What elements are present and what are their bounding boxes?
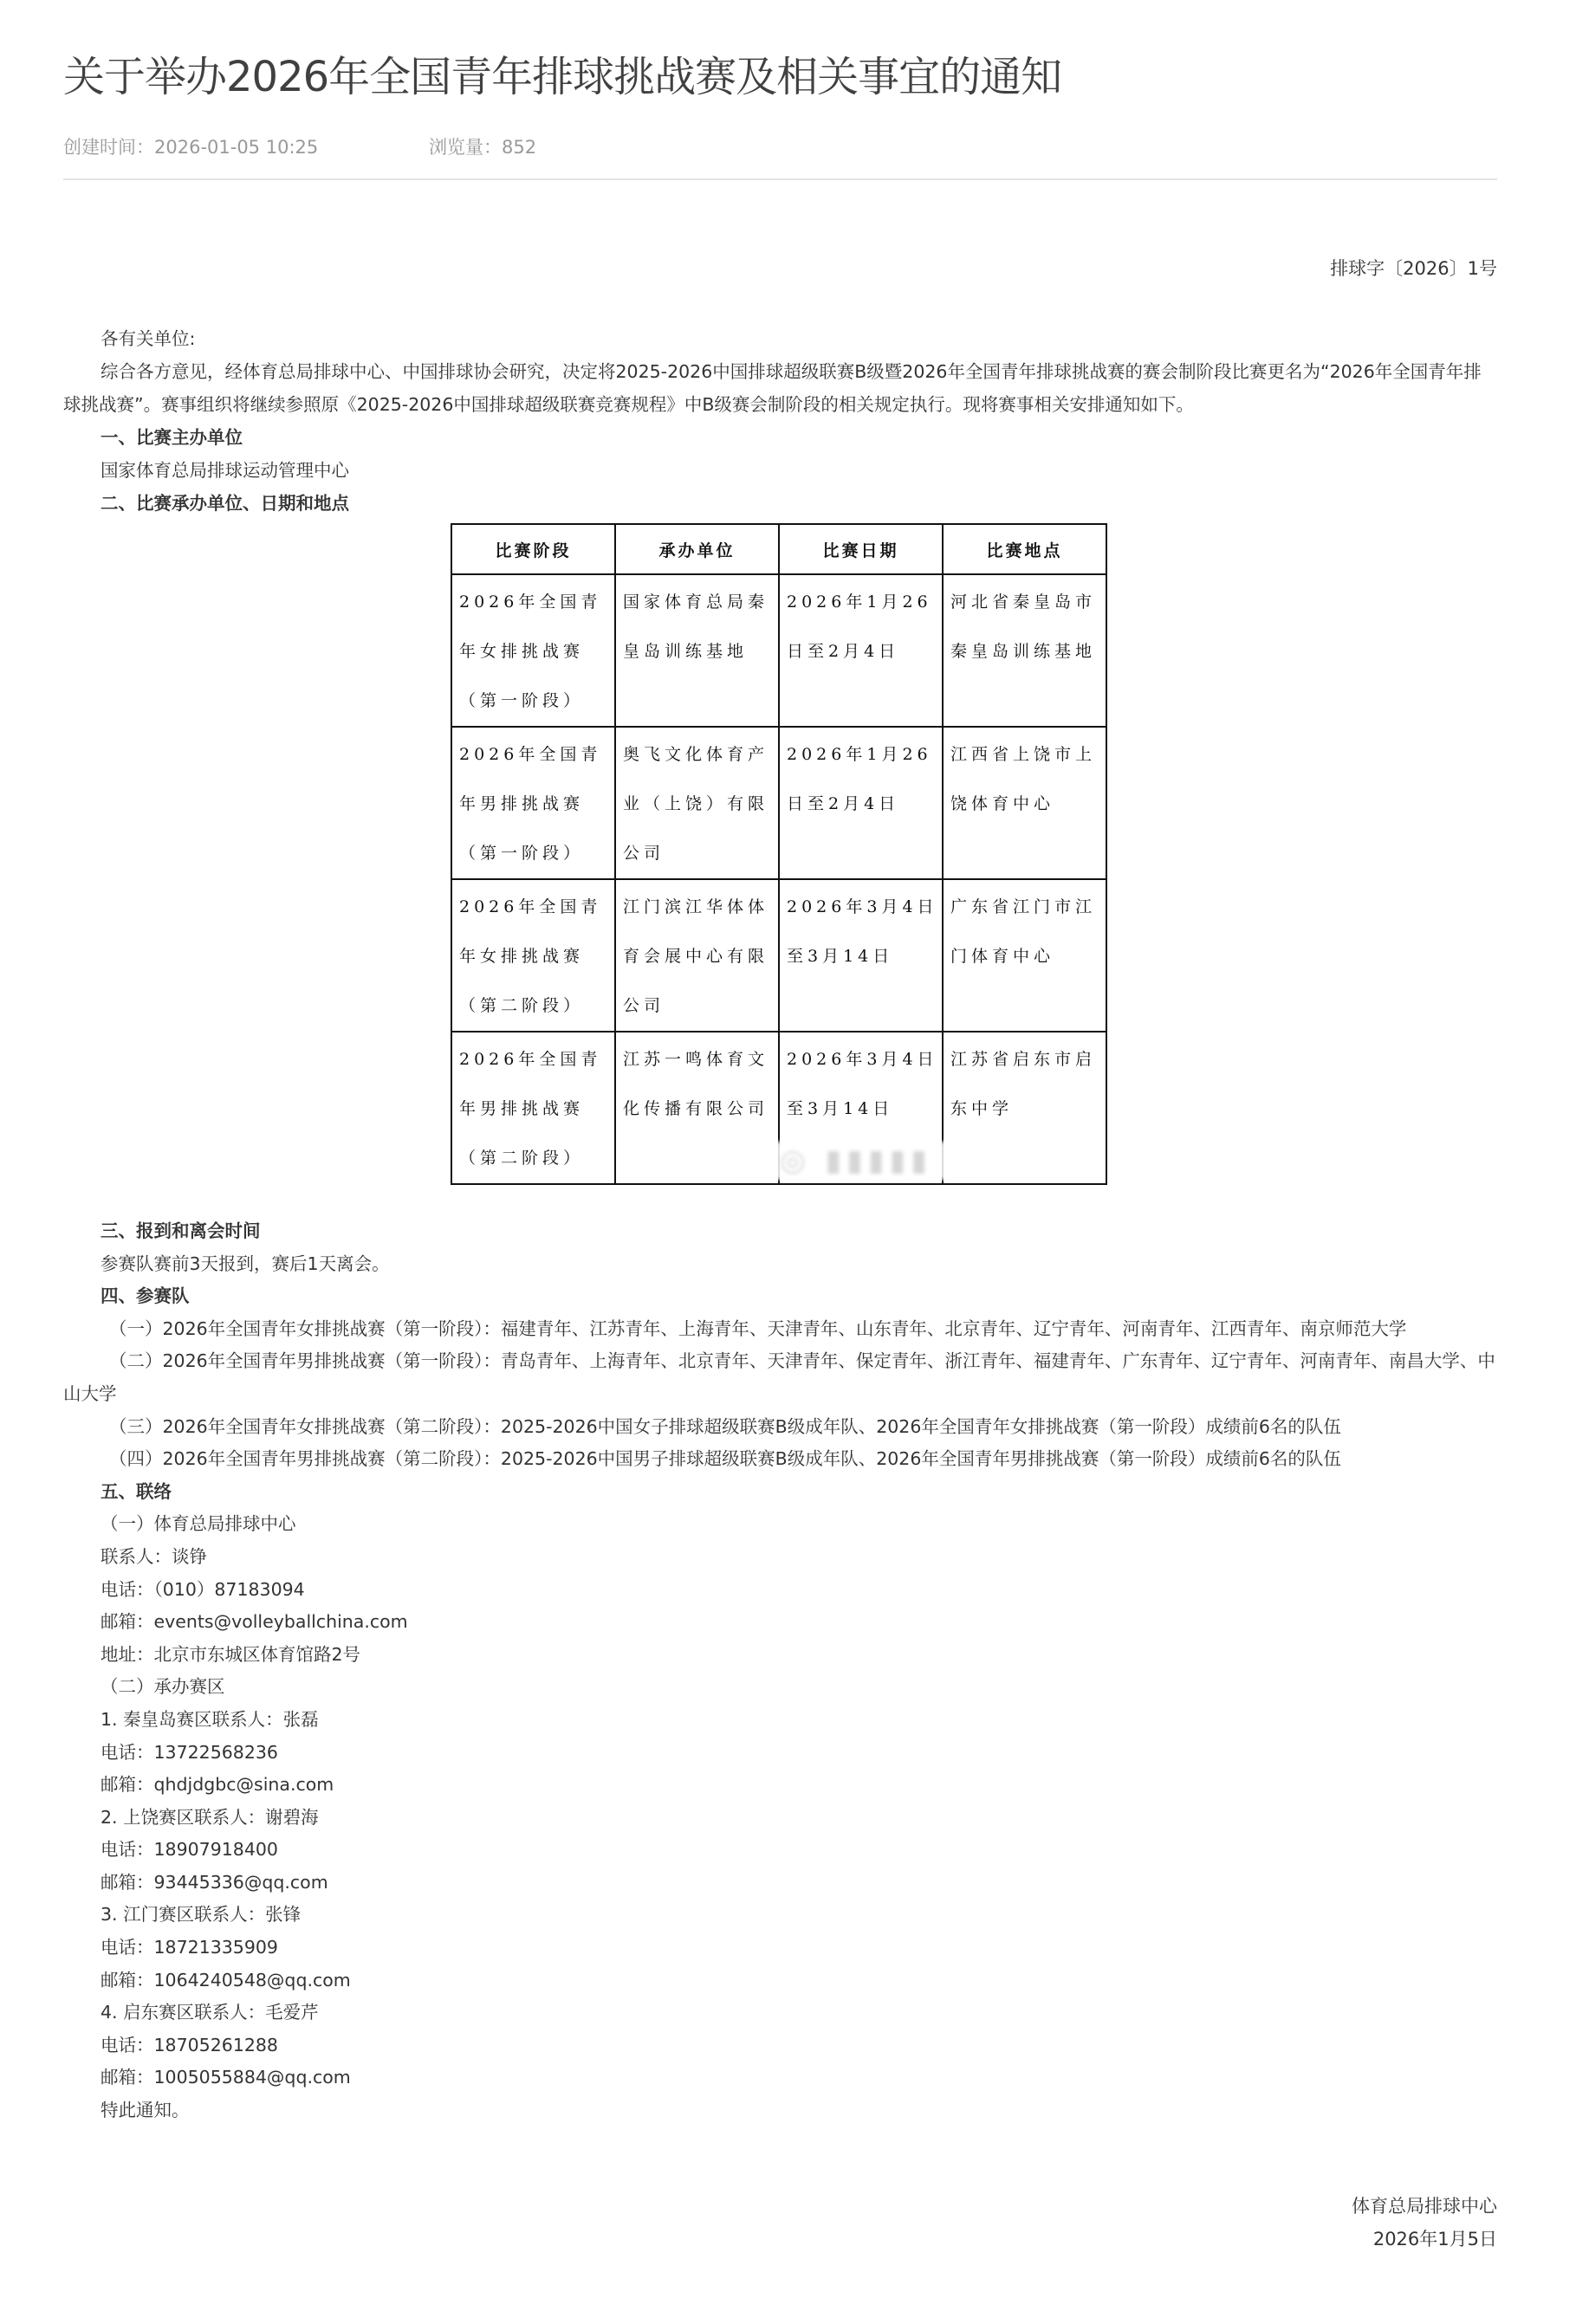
schedule-table	[451, 523, 1107, 1185]
column-header-host: 承办单位	[615, 524, 779, 574]
contact-email: 邮箱：93445336@qq.com	[101, 1871, 328, 1893]
cell-host: 江苏一鸣体育文化传播有限公司	[615, 1032, 779, 1184]
created-value: 2026-01-05 10:25	[154, 137, 319, 158]
column-header-date: 比赛日期	[779, 524, 943, 574]
contact-person: 2. 上饶赛区联系人：谢碧海	[101, 1806, 319, 1828]
contact-phone: 电话：13722568236	[101, 1741, 278, 1763]
closing-line: 特此通知。	[101, 2100, 190, 2121]
cell-host: 奥飞文化体育产业（上饶）有限公司	[615, 727, 779, 879]
contact-subheading: （二）承办赛区	[101, 1676, 225, 1698]
section-heading-4: 四、参赛队	[101, 1285, 190, 1307]
article-body-lower	[63, 1215, 1497, 2127]
contact-subheading: （一）体育总局排球中心	[101, 1513, 296, 1535]
team-list-item: （三）2026年全国青年女排挑战赛（第二阶段）：2025-2026中国女子排球超级联赛B级成年队、2026年全国青年女排挑战赛（第一阶段）成绩前6名的队伍	[109, 1415, 1341, 1437]
contact-phone: 电话：（010）87183094	[101, 1578, 305, 1600]
signature-org: 体育总局排球中心	[1352, 2196, 1497, 2217]
table-row	[451, 574, 1106, 727]
cell-date: 2026年3月4日至3月14日	[779, 1032, 943, 1184]
schedule-table-wrap	[451, 523, 1107, 1185]
team-list-item: （四）2026年全国青年男排挑战赛（第二阶段）：2025-2026中国男子排球超级联赛B级成年队、2026年全国青年男排挑战赛（第一阶段）成绩前6名的队伍	[109, 1448, 1341, 1470]
contact-email: 邮箱：events@volleyballchina.com	[101, 1611, 408, 1633]
contact-person: 1. 秦皇岛赛区联系人：张磊	[101, 1708, 319, 1730]
image-watermark	[722, 1142, 990, 1180]
page-title: 关于举办2026年全国青年排球挑战赛及相关事宜的通知	[63, 53, 1062, 101]
team-list-item: （一）2026年全国青年女排挑战赛（第一阶段）：福建青年、江苏青年、上海青年、天津青年、山东青年、北京青年、辽宁青年、河南青年、江西青年、南京师范大学	[109, 1317, 1407, 1339]
cell-venue: 河北省秦皇岛市秦皇岛训练基地	[943, 574, 1106, 727]
column-header-stage: 比赛阶段	[451, 524, 615, 574]
cell-venue: 江西省上饶市上饶体育中心	[943, 727, 1106, 879]
views-value: 852	[502, 137, 537, 158]
contact-email: 邮箱：1064240548@qq.com	[101, 1969, 351, 1991]
contact-phone: 电话：18721335909	[101, 1937, 278, 1958]
contact-phone: 电话：18907918400	[101, 1839, 278, 1861]
watermark-glyphs: ◎ ▮▮▮▮▮	[779, 1143, 933, 1178]
cell-stage: 2026年全国青年女排挑战赛（第一阶段）	[451, 574, 615, 727]
table-row	[451, 727, 1106, 879]
contact-person: 3. 江门赛区联系人：张锋	[101, 1904, 302, 1926]
article-body	[63, 322, 1497, 520]
section-heading-1: 一、比赛主办单位	[101, 427, 243, 448]
document-number: 排球字〔2026〕1号	[1330, 258, 1497, 279]
team-list-item: （二）2026年全国青年男排挑战赛（第一阶段）：青岛青年、上海青年、北京青年、天津青年、保定青年、浙江青年、福建青年、广东青年、辽宁青年、河南青年、南昌大学、中山大学	[63, 1350, 1495, 1404]
cell-stage: 2026年全国青年男排挑战赛（第一阶段）	[451, 727, 615, 879]
contact-person: 联系人：谈铮	[101, 1545, 207, 1567]
cell-venue: 广东省江门市江门体育中心	[943, 879, 1106, 1032]
signature-block	[1352, 2190, 1497, 2256]
contact-phone: 电话：18705261288	[101, 2034, 278, 2055]
section-body-1: 国家体育总局排球运动管理中心	[101, 460, 349, 481]
cell-stage: 2026年全国青年男排挑战赛（第二阶段）	[451, 1032, 615, 1184]
table-header-row	[451, 524, 1106, 574]
cell-venue: 江苏省启东市启东中学	[943, 1032, 1106, 1184]
contact-person: 4. 启东赛区联系人：毛爱芹	[101, 2002, 319, 2023]
cell-date: 2026年1月26日至2月4日	[779, 574, 943, 727]
cell-date: 2026年1月26日至2月4日	[779, 727, 943, 879]
section-heading-2: 二、比赛承办单位、日期和地点	[101, 493, 349, 514]
intro-paragraph: 综合各方意见，经体育总局排球中心、中国排球协会研究，决定将2025-2026中国排球超级联赛B级暨2026年全国青年排球挑战赛的赛会制阶段比赛更名为“2026年全国青年排球挑战赛”。赛事组织将继续参照原《2025-2026中国排球超级联赛竞赛规程》中B级赛会制阶段的相关规定执行。现将赛事相关安排通知如下。	[63, 361, 1482, 415]
section-heading-5: 五、联络	[101, 1480, 172, 1502]
cell-host: 江门滨江华体体育会展中心有限公司	[615, 879, 779, 1032]
contact-email: 邮箱：qhdjdgbc@sina.com	[101, 1774, 334, 1796]
view-count	[429, 133, 536, 159]
section-body-3: 参赛队赛前3天报到，赛后1天离会。	[101, 1253, 390, 1274]
views-label: 浏览量：	[429, 137, 502, 158]
section-heading-3: 三、报到和离会时间	[101, 1220, 261, 1241]
signature-date: 2026年1月5日	[1372, 2229, 1497, 2250]
contact-email: 邮箱：1005055884@qq.com	[101, 2067, 351, 2088]
created-time	[63, 137, 318, 158]
table-row	[451, 879, 1106, 1032]
cell-date: 2026年3月4日至3月14日	[779, 879, 943, 1032]
cell-host: 国家体育总局秦皇岛训练基地	[615, 574, 779, 727]
salutation: 各有关单位:	[101, 328, 196, 349]
contact-address: 地址：北京市东城区体育馆路2号	[101, 1643, 361, 1665]
cell-stage: 2026年全国青年女排挑战赛（第二阶段）	[451, 879, 615, 1032]
article-meta	[63, 133, 537, 159]
created-label: 创建时间：	[63, 137, 154, 158]
column-header-venue: 比赛地点	[943, 524, 1106, 574]
header-divider	[63, 178, 1497, 180]
